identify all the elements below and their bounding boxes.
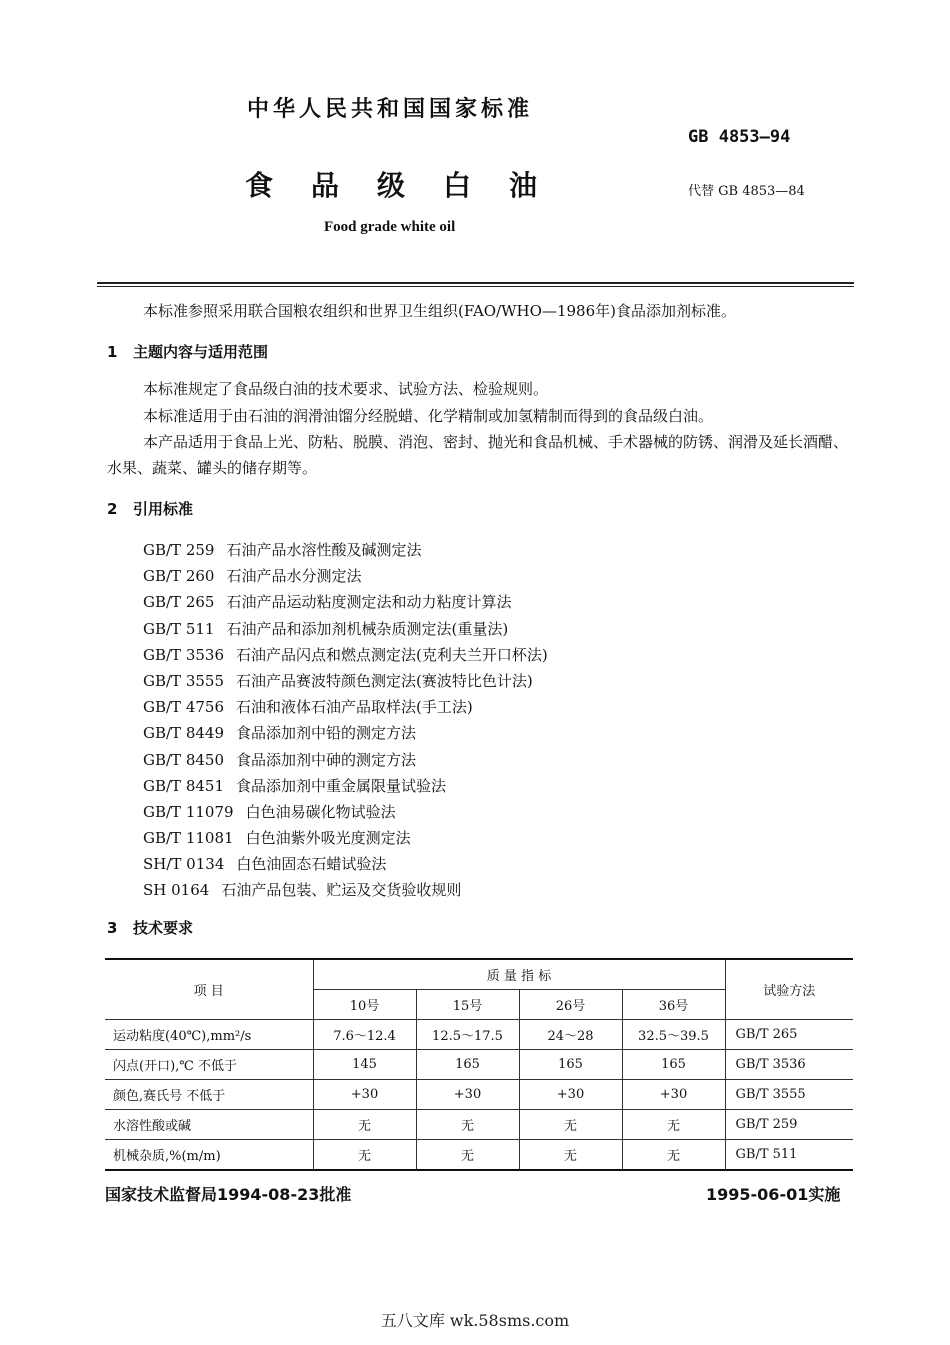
reference-code: SH 0164: [143, 881, 210, 900]
table-header-row: [105, 959, 853, 990]
method-cell: GB/T 3555: [725, 1080, 853, 1110]
reference-item: [143, 563, 548, 589]
reference-item: [143, 694, 548, 720]
reference-code: GB/T 8450: [143, 750, 225, 769]
reference-name: 石油和液体石油产品取样法(手工法): [236, 698, 473, 717]
method-cell: GB/T 3536: [725, 1050, 853, 1080]
value-cell: 7.6～12.4: [313, 1020, 416, 1050]
value-cell: 145: [313, 1050, 416, 1080]
method-cell: GB/T 511: [725, 1140, 853, 1171]
document-title: 食品级白油: [245, 169, 576, 202]
test-method-header: 试验方法: [725, 959, 853, 1020]
reference-item: [143, 589, 548, 615]
reference-name: 食品添加剂中砷的测定方法: [236, 750, 417, 769]
reference-name: 石油产品包装、贮运及交货验收规则: [221, 881, 462, 900]
section-title: 主题内容与适用范围: [133, 343, 269, 361]
reference-code: GB/T 4756: [143, 698, 225, 717]
reference-item: [143, 747, 548, 773]
grade-header: 26号: [519, 990, 622, 1020]
value-cell: 165: [416, 1050, 519, 1080]
intro-paragraph: 本标准参照采用联合国粮农组织和世界卫生组织(FAO/WHO—1986年)食品添加剂标准。: [143, 302, 736, 320]
issuing-authority: 中华人民共和国国家标准: [247, 97, 534, 122]
table-row: [105, 1080, 853, 1110]
replaces-note: 代替 GB 4853—84: [688, 184, 805, 199]
section-number: 1: [107, 343, 118, 361]
reference-name: 石油产品赛波特颜色测定法(赛波特比色计法): [236, 671, 533, 690]
site-watermark: 五八文库 wk.58sms.com: [380, 1311, 570, 1330]
header-divider-top: [97, 282, 854, 284]
reference-code: GB/T 260: [143, 567, 215, 586]
reference-code: GB/T 11079: [143, 802, 234, 821]
method-cell: GB/T 259: [725, 1110, 853, 1140]
reference-name: 食品添加剂中铅的测定方法: [236, 724, 417, 743]
reference-code: GB/T 265: [143, 593, 215, 612]
item-cell: 机械杂质,%(m/m): [105, 1140, 313, 1171]
section-number: 2: [107, 500, 118, 518]
reference-name: 石油产品水溶性酸及碱测定法: [226, 541, 422, 559]
reference-item: [143, 668, 548, 694]
reference-item: [143, 773, 548, 799]
table-row: [105, 1140, 853, 1171]
reference-item: [143, 877, 548, 903]
value-cell: 无: [416, 1110, 519, 1140]
reference-item: [143, 851, 548, 877]
quality-index-header: 质 量 指 标: [313, 959, 725, 990]
section-title: 引用标准: [133, 500, 194, 518]
effective-date-note: 1995-06-01实施: [706, 1185, 841, 1204]
reference-code: GB/T 3555: [143, 671, 225, 690]
reference-item: [143, 825, 548, 851]
table-row: [105, 1110, 853, 1140]
reference-code: SH/T 0134: [143, 855, 225, 874]
reference-item: [143, 799, 548, 825]
item-cell: 颜色,赛氏号 不低于: [105, 1080, 313, 1110]
reference-name: 石油产品运动粘度测定法和动力粘度计算法: [226, 593, 512, 612]
value-cell: 无: [622, 1140, 725, 1171]
value-cell: +30: [622, 1080, 725, 1110]
reference-code: GB/T 8451: [143, 776, 225, 795]
reference-item: [143, 537, 548, 563]
value-cell: 12.5～17.5: [416, 1020, 519, 1050]
value-cell: 24～28: [519, 1020, 622, 1050]
section-3-heading: [107, 917, 193, 938]
reference-code: GB/T 8449: [143, 724, 225, 743]
reference-name: 食品添加剂中重金属限量试验法: [236, 776, 447, 795]
standard-number: GB 4853—94: [688, 127, 791, 147]
normative-references-list: [143, 537, 548, 904]
reference-name: 石油产品水分测定法: [226, 567, 362, 586]
grade-header: 15号: [416, 990, 519, 1020]
value-cell: +30: [313, 1080, 416, 1110]
section-2-heading: [107, 498, 193, 519]
value-cell: 165: [622, 1050, 725, 1080]
reference-name: 白色油固态石蜡试验法: [236, 855, 387, 874]
reference-item: [143, 616, 548, 642]
section-number: 3: [107, 919, 118, 937]
header-divider-bottom: [97, 286, 854, 287]
reference-code: GB/T 11081: [143, 829, 234, 848]
method-cell: GB/T 265: [725, 1020, 853, 1050]
section-1-paragraph: 本标准适用于由石油的润滑油馏分经脱蜡、化学精制或加氢精制而得到的食品级白油。: [143, 407, 714, 425]
section-title: 技术要求: [133, 919, 194, 937]
item-cell: 运动粘度(40℃),mm²/s: [105, 1020, 313, 1050]
item-column-header: 项 目: [105, 959, 313, 1020]
reference-code: GB/T 259: [143, 541, 215, 559]
reference-item: [143, 642, 548, 668]
section-1-heading: [107, 341, 268, 362]
reference-item: [143, 720, 548, 746]
value-cell: 无: [313, 1110, 416, 1140]
reference-name: 白色油易碳化物试验法: [245, 802, 396, 821]
technical-requirements-table: [105, 958, 853, 1171]
value-cell: +30: [416, 1080, 519, 1110]
value-cell: 165: [519, 1050, 622, 1080]
section-1-paragraph: 本产品适用于食品上光、防粘、脱膜、消泡、密封、抛光和食品机械、手术器械的防锈、润滑及延长酒醋、水果、蔬菜、罐头的储存期等。: [107, 433, 849, 477]
section-1-paragraph: 本标准规定了食品级白油的技术要求、试验方法、检验规则。: [143, 380, 549, 398]
reference-name: 白色油紫外吸光度测定法: [245, 829, 411, 848]
item-cell: 闪点(开口),℃ 不低于: [105, 1050, 313, 1080]
reference-name: 石油产品和添加剂机械杂质测定法(重量法): [226, 619, 509, 638]
value-cell: 无: [519, 1140, 622, 1171]
reference-code: GB/T 511: [143, 619, 215, 638]
value-cell: +30: [519, 1080, 622, 1110]
english-title: Food grade white oil: [324, 219, 456, 235]
value-cell: 无: [622, 1110, 725, 1140]
approval-note: 国家技术监督局1994-08-23批准: [105, 1185, 352, 1204]
value-cell: 无: [519, 1110, 622, 1140]
value-cell: 无: [416, 1140, 519, 1171]
reference-name: 石油产品闪点和燃点测定法(克利夫兰开口杯法): [236, 645, 548, 664]
value-cell: 32.5～39.5: [622, 1020, 725, 1050]
grade-header: 36号: [622, 990, 725, 1020]
table-row: [105, 1020, 853, 1050]
reference-code: GB/T 3536: [143, 645, 225, 664]
grade-header: 10号: [313, 990, 416, 1020]
item-cell: 水溶性酸或碱: [105, 1110, 313, 1140]
table-row: [105, 1050, 853, 1080]
value-cell: 无: [313, 1140, 416, 1171]
